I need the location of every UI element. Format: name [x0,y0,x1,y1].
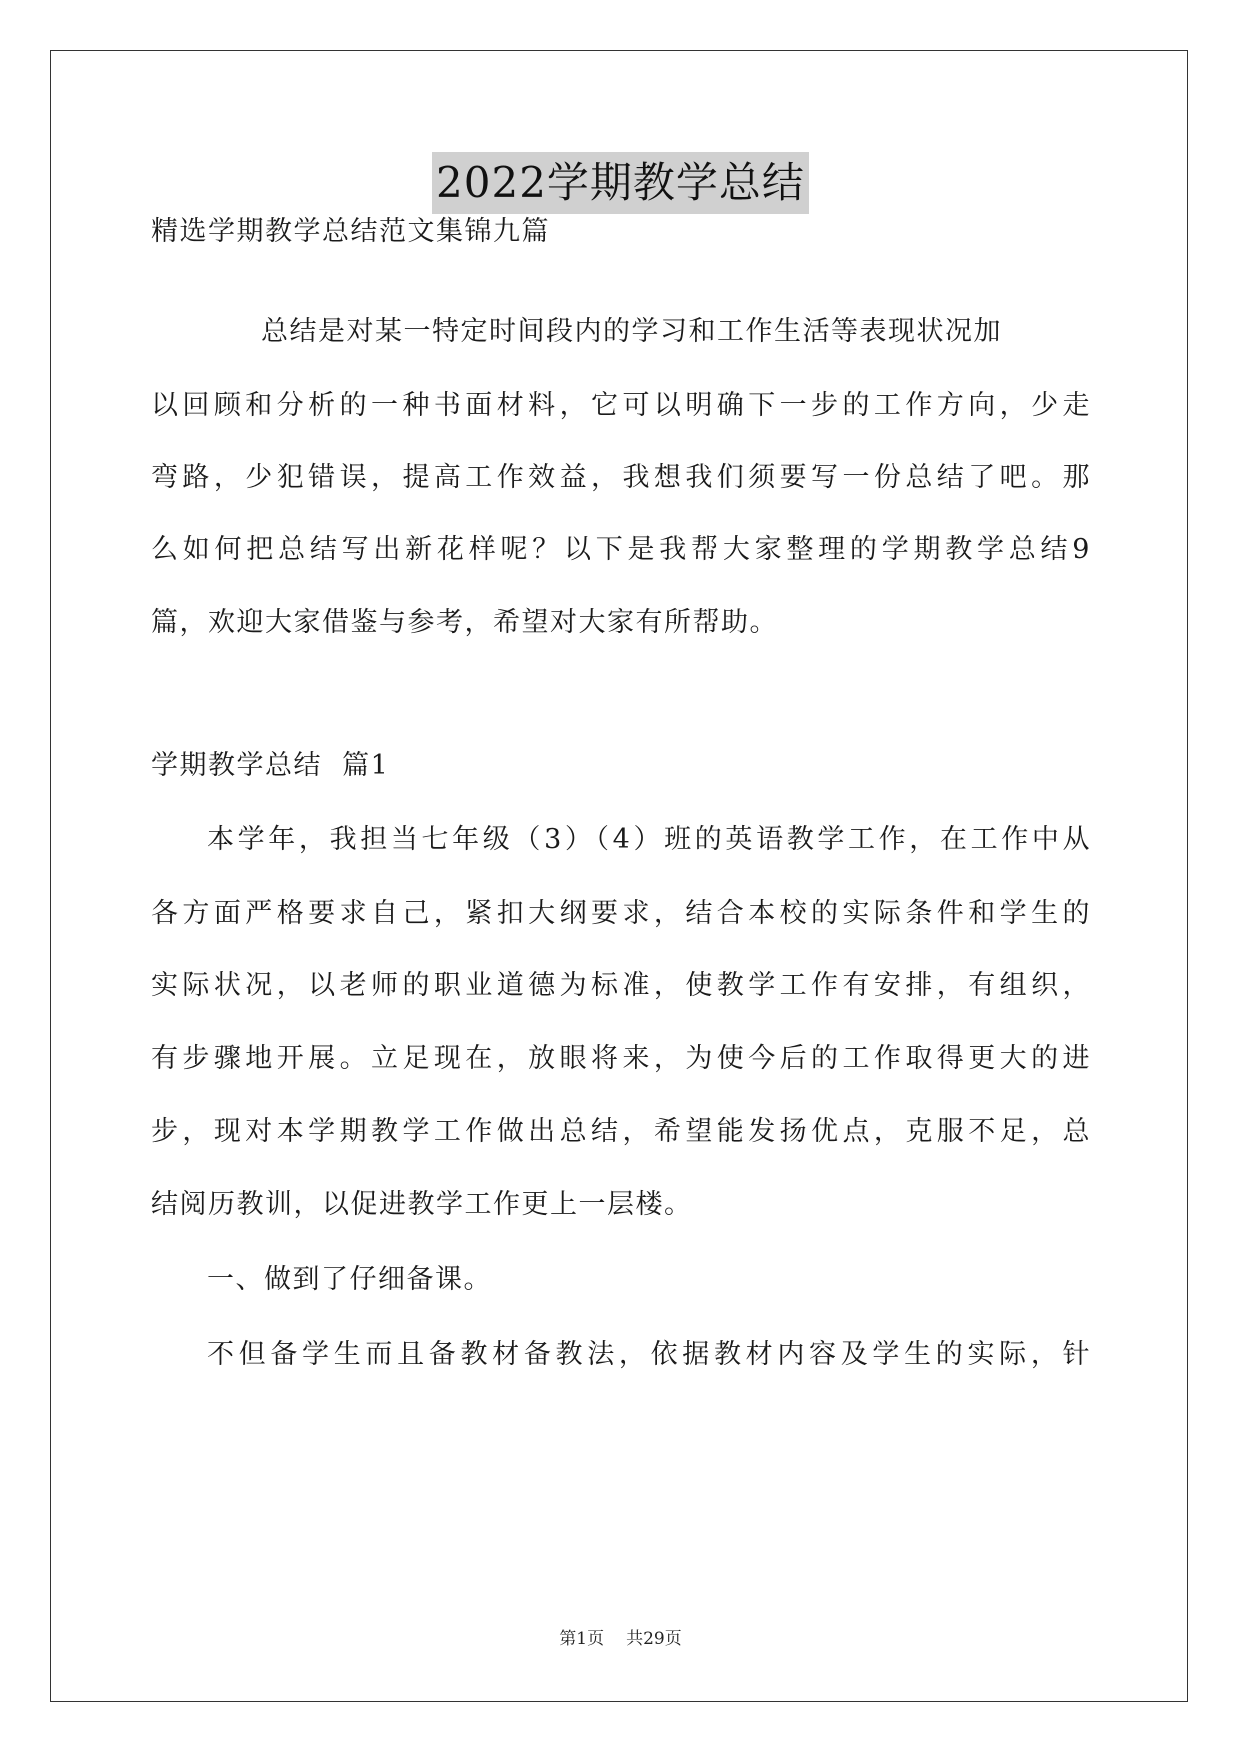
section-body-line-1: 本学年，我担当七年级（3）（4）班的英语教学工作，在工作中从 [207,824,1091,855]
intro-line-2: 以回顾和分析的一种书面材料，它可以明确下一步的工作方向，少走 [151,390,1091,421]
section-body-line-3: 实际状况，以老师的职业道德为标准，使教学工作有安排，有组织， [151,970,1091,1001]
footer-page-current: 1 [576,1629,588,1649]
section-body-line-2: 各方面严格要求自己，紧扣大纲要求，结合本校的实际条件和学生的 [151,898,1091,929]
document-subtitle: 精选学期教学总结范文集锦九篇 [151,216,550,247]
section-heading: 学期教学总结 篇1 [151,750,390,781]
intro-line-4: 么如何把总结写出新花样呢？以下是我帮大家整理的学期教学总结9 [151,534,1091,565]
page-border [50,50,1188,1702]
point-1-heading: 一、做到了仔细备课。 [207,1264,492,1295]
title-container [0,152,1241,214]
footer-page-total: 29 [643,1629,665,1649]
document-title: 2022学期教学总结 [432,152,809,214]
section-body-line-6: 结阅历教训，以促进教学工作更上一层楼。 [151,1189,693,1220]
footer-page-mid: 页 [587,1629,605,1649]
intro-line-5: 篇，欢迎大家借鉴与参考，希望对大家有所帮助。 [151,607,778,638]
footer-total-suffix: 页 [664,1629,682,1649]
footer-total-prefix: 共 [626,1629,644,1649]
intro-line-3: 弯路，少犯错误，提高工作效益，我想我们须要写一份总结了吧。那 [151,462,1091,493]
section-body-line-4: 有步骤地开展。立足现在，放眼将来，为使今后的工作取得更大的进 [151,1043,1091,1074]
point-1-body-line-1: 不但备学生而且备教材备教法，依据教材内容及学生的实际，针 [207,1339,1091,1370]
page-footer [0,1624,1241,1649]
section-body-line-5: 步，现对本学期教学工作做出总结，希望能发扬优点，克服不足，总 [151,1116,1091,1147]
intro-line-1: 总结是对某一特定时间段内的学习和工作生活等表现状况加 [261,316,1002,347]
footer-page-prefix: 第 [559,1629,577,1649]
